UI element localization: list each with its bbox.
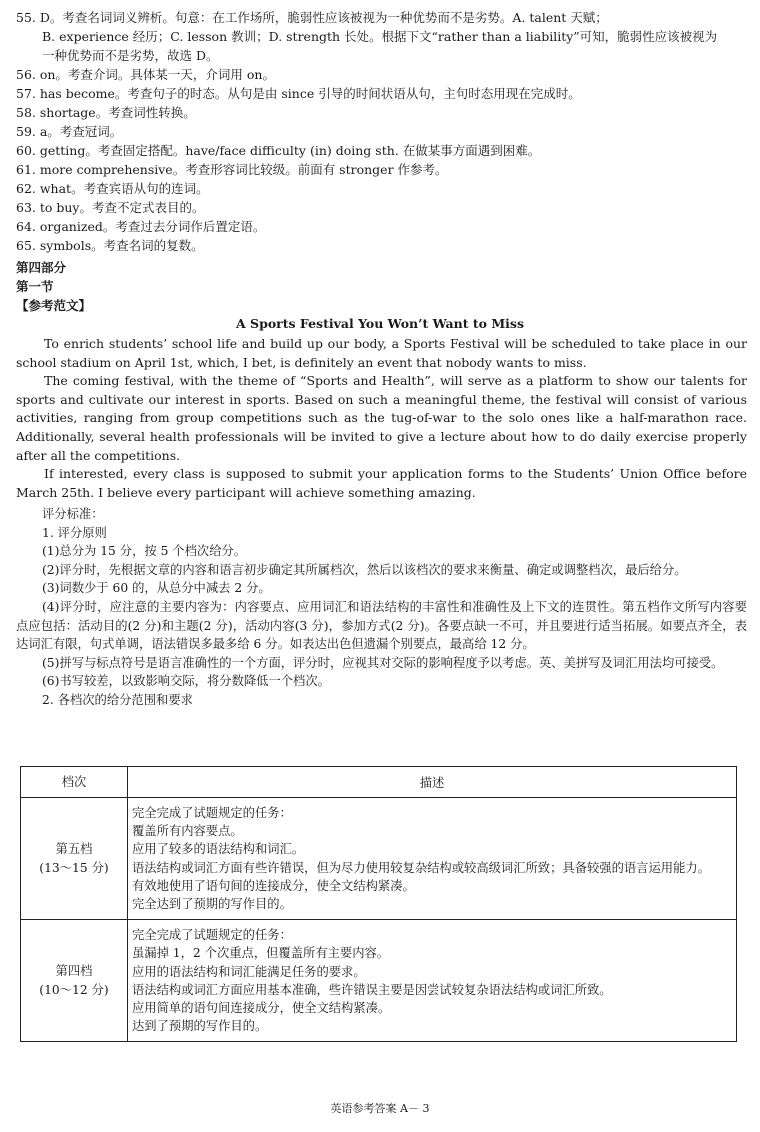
level-range: (10～12 分): [39, 982, 109, 997]
description-line: 完全达到了预期的写作目的。: [132, 897, 292, 912]
description-line: 完全完成了试题规定的任务：: [132, 806, 292, 820]
grading-item: (5)拼写与标点符号是语言准确性的一个方面，评分时，应视其对交际的影响程度予以考虑。英、美拼写及词汇用法均可接受。: [42, 655, 724, 670]
answer-line: 62. what。考查宾语从句的连词。: [16, 181, 209, 196]
answer-line: 63. to buy。考查不定式表目的。: [16, 200, 205, 215]
description-line: 虽漏掉 1，2 个次重点，但覆盖所有主要内容。: [132, 946, 390, 961]
grading-item: (6)书写较差，以致影响交际，将分数降低一个档次。: [42, 674, 330, 689]
answer-list: [16, 8, 746, 255]
answer-line: 58. shortage。考查词性转换。: [16, 105, 196, 120]
levels-heading: 2. 各档次的给分范围和要求: [42, 692, 193, 707]
description-line: 完全完成了试题规定的任务：: [132, 928, 292, 943]
grading-criteria: [16, 505, 747, 710]
table-header-row: [21, 767, 737, 798]
answer-line: 60. getting。考查固定搭配。have/face difficulty (in) doing sth. 在做某事方面遇到困难。: [16, 143, 541, 158]
table-row: [21, 798, 737, 920]
grading-heading: 评分标准：: [42, 507, 104, 521]
grading-item: (2)评分时，先根据文章的内容和语言初步确定其所属档次，然后以该档次的要求来衡量、确定或调整档次，最后给分。: [42, 562, 687, 577]
answer-line: 64. organized。考查过去分词作后置定语。: [16, 219, 266, 234]
part-heading: 第四部分: [16, 260, 67, 275]
grading-table: [20, 766, 737, 1042]
description-line: 覆盖所有内容要点。: [132, 824, 243, 839]
answer-line: B. experience 经历；C. lesson 教训；D. strength 长处。根据下文“rather than a liability”可知，脆弱性应该被视为: [42, 29, 718, 44]
answer-line: 55. D。考查名词词义辨析。句意：在工作场所，脆弱性应该被视为一种优势而不是劣势。A. talent 天赋；: [16, 10, 608, 25]
answer-line: 59. a。考查冠词。: [16, 124, 123, 139]
answer-line: 57. has become。考查句子的时态。从句是由 since 引导的时间状语从句，主句时态用现在完成时。: [16, 86, 581, 101]
sample-essay: [16, 335, 747, 502]
page-footer: 英语参考答案 A－ 3: [330, 1102, 430, 1115]
level-cell: [21, 920, 128, 1042]
essay-paragraph: If interested, every class is supposed to submit your application forms to the Students’ Union Office before March 25th. I believe every participant will achieve something amazing.: [16, 466, 747, 500]
level-cell: [21, 798, 128, 920]
essay-paragraph: The coming festival, with the theme of “Sports and Health”, will serve as a platform to show our talents for sports and cultivate our interest in sports. Based on such a meaningful theme, the festival will consist of various activities, ranging from group competitions such as the tug-of-war to the solo ones like a half-marathon race. Additionally, several health professionals will be invited to give a lecture about how to do daily exercise properly after all the competitions.: [16, 373, 747, 463]
section-heading: 第一节: [16, 279, 54, 294]
level-name: 第五档: [55, 841, 93, 856]
principles-heading: 1. 评分原则: [42, 525, 107, 540]
description-line: 应用简单的语句间连接成分，使全文结构紧凑。: [132, 1001, 391, 1016]
answer-line: 61. more comprehensive。考查形容词比较级。前面有 stronger 作参考。: [16, 162, 448, 177]
level-name: 第四档: [55, 963, 93, 978]
essay-paragraph: To enrich students’ school life and build up our body, a Sports Festival will be scheduled to take place in our school stadium on April 1st, which, I bet, is definitely an event that nobody wants to miss.: [16, 336, 747, 370]
grading-item: (1)总分为 15 分，按 5 个档次给分。: [42, 544, 247, 559]
level-range: (13～15 分): [39, 860, 109, 875]
table-row: [21, 920, 737, 1042]
essay-title: A Sports Festival You Won’t Want to Miss: [236, 316, 524, 331]
description-line: 语法结构或词汇方面有些许错误，但为尽力使用较复杂结构或较高级词汇所致；具备较强的语言运用能力。: [132, 860, 710, 875]
description-line: 应用的语法结构和词汇能满足任务的要求。: [132, 964, 366, 979]
answer-line: 65. symbols。考查名词的复数。: [16, 238, 204, 253]
grading-item: (3)词数少于 60 的，从总分中减去 2 分。: [42, 581, 271, 596]
answer-line: 一种优势而不是劣势，故选 D。: [42, 48, 219, 63]
description-line: 语法结构或词汇方面应用基本准确，些许错误主要是因尝试较复杂语法结构或词汇所致。: [132, 982, 612, 997]
sample-essay-label: 【参考范文】: [16, 298, 92, 313]
description-line: 应用了较多的语法结构和词汇。: [132, 842, 305, 857]
description-cell: [128, 798, 737, 920]
grading-item: (4)评分时，应注意的主要内容为：内容要点、应用词汇和语法结构的丰富性和准确性及上下文的连贯性。第五档作文所写内容要点应包括：活动目的(2 分)和主题(2 分)，活动内容(3 分)，参加方式(2 分)。各要点缺一不可，并且要进行适当拓展。如要点齐全，表达词汇有限，句式单调，语法错误多最多给 6 分。如表达出色但遗漏个别要点，最高给 12 分。: [16, 599, 747, 652]
description-cell: [128, 920, 737, 1042]
description-line: 有效地使用了语句间的连接成分，使全文结构紧凑。: [132, 878, 415, 893]
description-line: 达到了预期的写作目的。: [132, 1019, 268, 1034]
column-header-level: 档次: [21, 767, 128, 798]
answer-line: 56. on。考查介词。具体某一天，介词用 on。: [16, 67, 275, 82]
column-header-description: 描述: [128, 767, 737, 798]
